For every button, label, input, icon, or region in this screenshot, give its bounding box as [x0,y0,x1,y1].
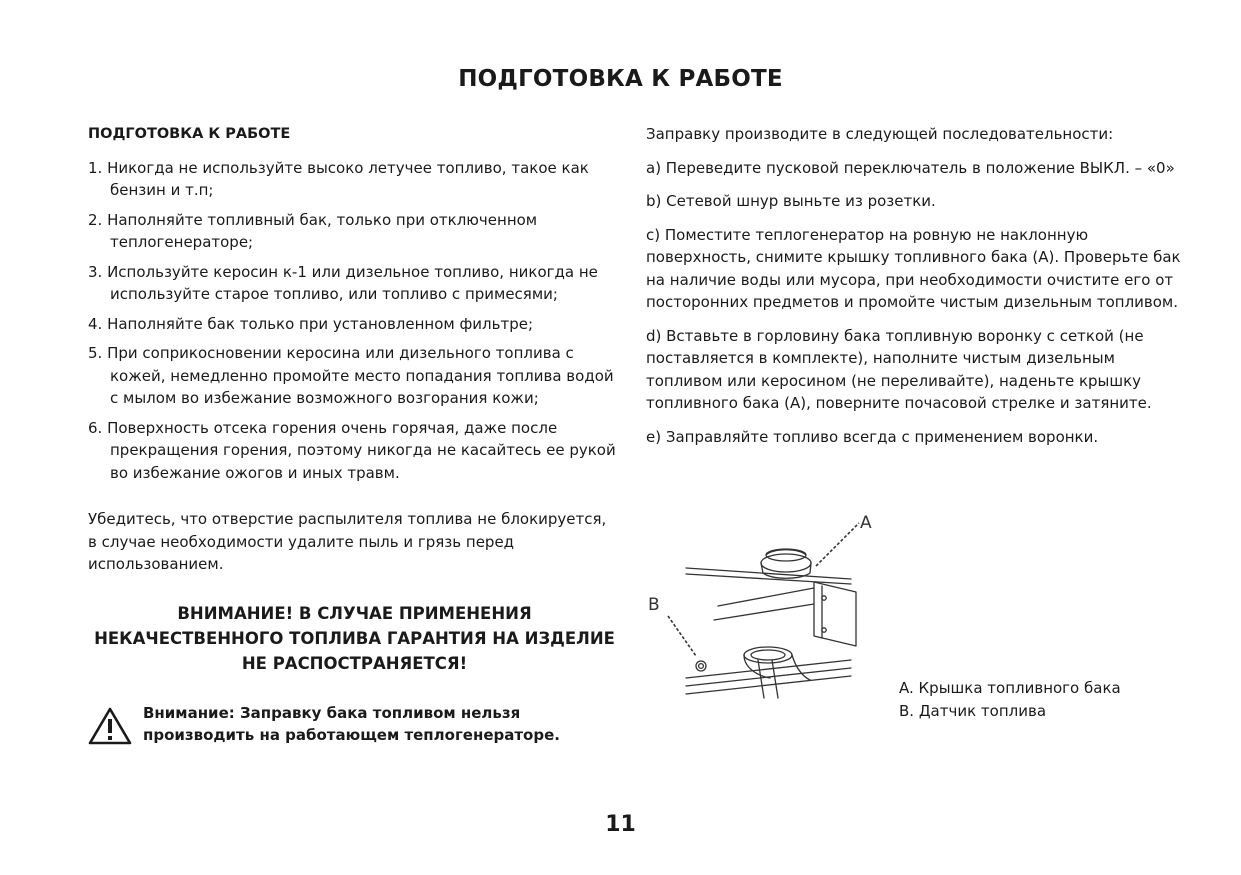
legend-item-a: A. Крышка топливного бака [899,679,1121,697]
warranty-warning: ВНИМАНИЕ! В СЛУЧАЕ ПРИМЕНЕНИЯ НЕКАЧЕСТВЕННОГО ТОПЛИВА ГАРАНТИЯ НА ИЗДЕЛИЕ НЕ РАСПОСТРАНЯЕТСЯ! [94,603,615,673]
caution-block [88,702,618,752]
list-item: 5. При соприкосновении керосина или дизельного топлива с кожей, немедленно промойте место попадания топлива водой с мылом во избежание возможного возгорания кожи; [88,344,614,407]
list-item: 1. Никогда не используйте высоко летучее топливо, такое как бензин и т.п; [88,158,589,199]
list-item: 6. Поверхность отсека горения очень горячая, даже после прекращения горения, поэтому никогда не касайтесь ее рукой во избежание ожогов и иных травм. [88,418,616,482]
refuel-step: b) Сетевой шнур выньте из розетки. [646,192,936,210]
list-item: 2. Наполняйте топливный бак, только при отключенном теплогенераторе; [88,210,538,251]
warning-triangle-icon [88,706,132,746]
right-column [646,123,1191,459]
legend-item-b: B. Датчик топлива [899,701,1047,720]
refuel-step: e) Заправляйте топливо всегда с применением воронки. [646,427,1099,446]
safety-rules-list [88,157,618,485]
figure-legend [899,677,1121,722]
list-item: 3. Используйте керосин к-1 или дизельное топливо, никогда не используйте старое топливо, или топливо с примесями; [88,262,598,303]
page-title: ПОДГОТОВКА К РАБОТЕ [458,66,783,92]
nozzle-note: Убедитесь, что отверстие распылителя топлива не блокируется, в случае необходимости удалите пыль и грязь перед использованием. [88,510,607,573]
refuel-step: a) Переведите пусковой переключатель в положение ВЫКЛ. – «0» [646,158,1175,177]
caution-text: Внимание: Заправку бака топливом нельзя производить на работающем теплогенераторе. [143,703,560,744]
refuel-step: c) Поместите теплогенератор на ровную не наклонную поверхность, снимите крышку топливного бака (А). Проверьте бак на наличие воды или мусора, при необходимости очистите его от посторонних предметов и промойте чистым дизельным топливом. [646,225,1181,311]
left-column [88,123,618,752]
section-heading: ПОДГОТОВКА К РАБОТЕ [88,126,291,142]
label-b: B [648,595,660,615]
refuel-intro: Заправку производите в следующей последовательности: [646,125,1114,143]
label-a: A [860,513,872,533]
page-number: 11 [605,812,636,837]
list-item: 4. Наполняйте бак только при установленном фильтре; [88,314,534,333]
fuel-tank-illustration [646,508,886,718]
refuel-step: d) Вставьте в горловину бака топливную воронку с сеткой (не поставляется в комплекте), наполните чистым дизельным топливом или керосином (не переливайте), наденьте крышку топливного бака (А), поверните почасовой стрелке и затяните. [646,326,1152,412]
